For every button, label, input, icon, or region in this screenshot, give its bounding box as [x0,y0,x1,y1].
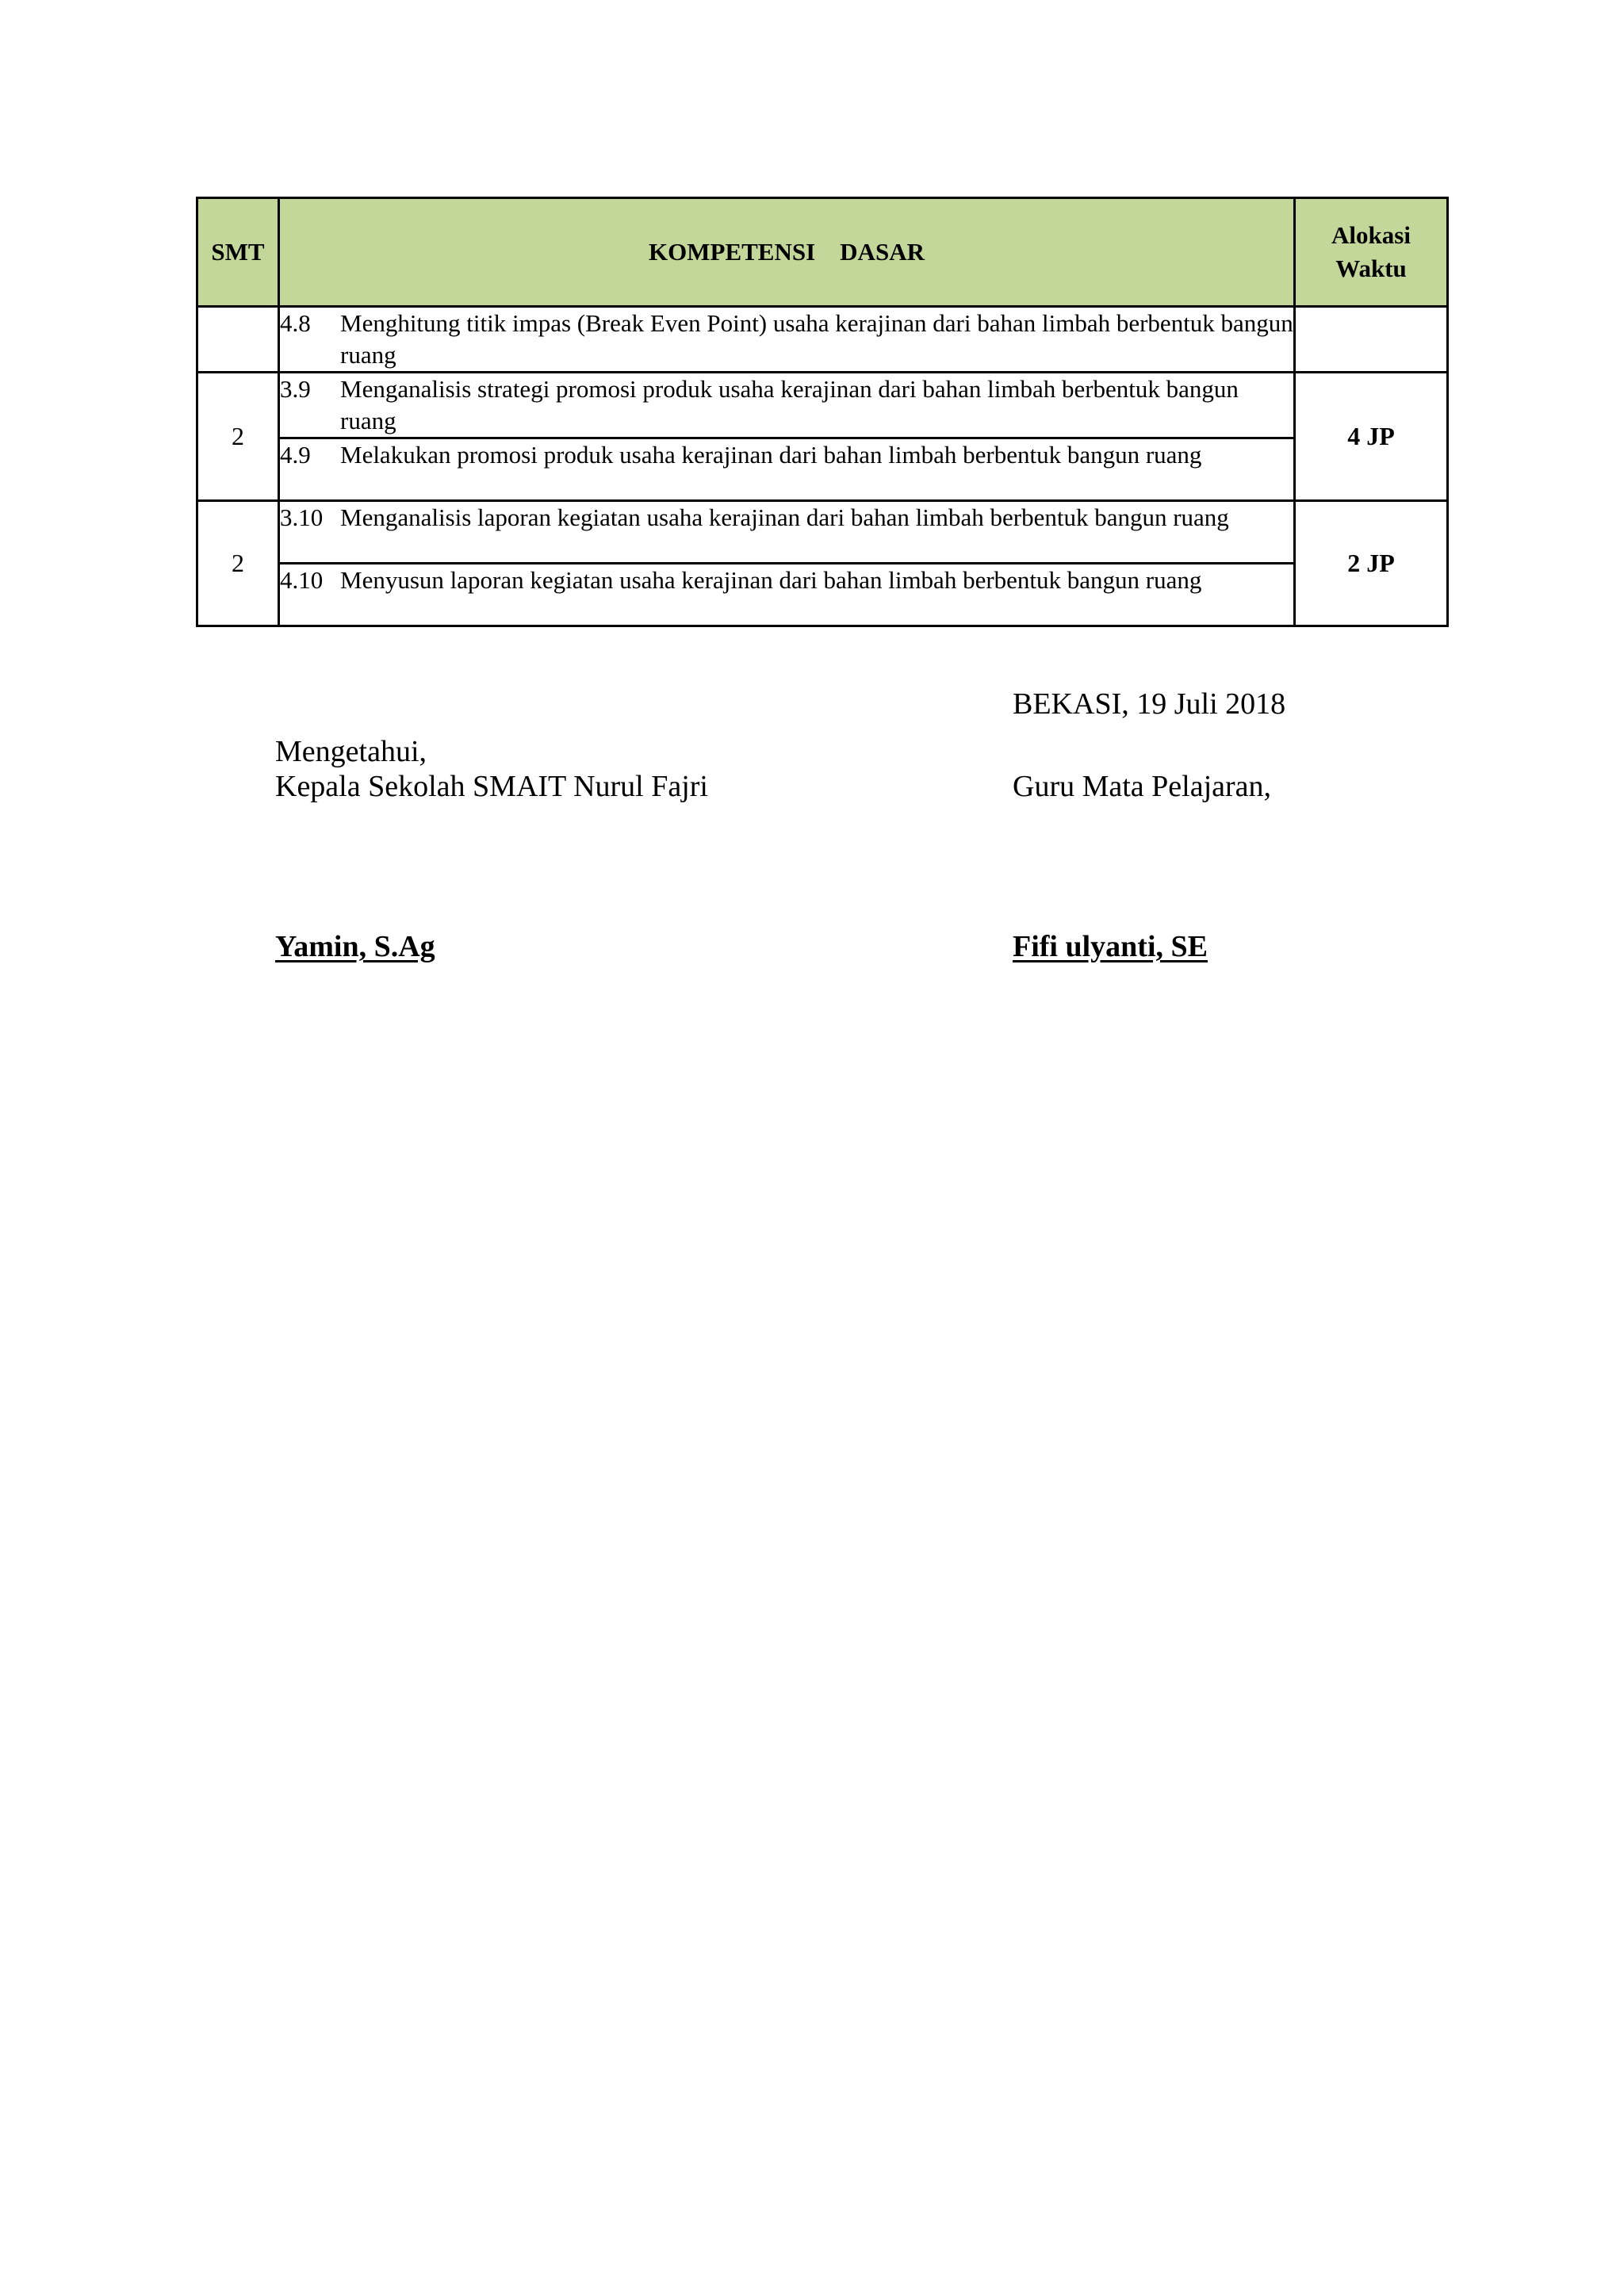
alokasi-cell [1295,307,1448,373]
kd-number: 4.10 [280,566,324,594]
alokasi-cell: 4 JP [1295,373,1448,501]
kd-number: 3.9 [280,375,311,403]
kompetensi-cell [279,438,1295,501]
kd-text: Melakukan promosi produk usaha kerajinan dari bahan limbah berbentuk bangun ruang [340,441,1202,469]
acknowledged-label: Mengetahui, [275,735,427,768]
principal-name: Yamin, S.Ag [275,930,435,963]
kd-item [280,373,1293,437]
kompetensi-cell [279,564,1295,626]
table-row [197,373,1448,438]
kd-item [280,308,1293,371]
kd-text: Menyusun laporan kegiatan usaha kerajinan dari bahan limbah berbentuk bangun ruang [340,566,1202,594]
kd-item [280,502,1293,534]
smt-cell [197,307,279,373]
smt-cell: 2 [197,373,279,501]
place-date: BEKASI, 19 Juli 2018 [1013,687,1286,721]
alokasi-cell: 2 JP [1295,501,1448,626]
table-row [197,501,1448,564]
kd-number: 4.8 [280,309,311,337]
kd-item [280,564,1293,596]
table-row [197,564,1448,626]
kd-item [280,439,1293,471]
table-row [197,438,1448,501]
principal-title: Kepala Sekolah SMAIT Nurul Fajri [275,770,708,803]
teacher-title: Guru Mata Pelajaran, [1013,770,1272,803]
smt-cell: 2 [197,501,279,626]
kd-number: 3.10 [280,503,324,531]
header-kompetensi-dasar: KOMPETENSI DASAR [279,198,1295,307]
teacher-name: Fifi ulyanti, SE [1013,930,1208,963]
kd-number: 4.9 [280,441,311,469]
kompetensi-dasar-table [196,197,1449,627]
table-row [197,307,1448,373]
header-smt: SMT [197,198,279,307]
header-alokasi-waktu: Alokasi Waktu [1295,198,1448,307]
kompetensi-cell [279,501,1295,564]
table-header-row [197,198,1448,307]
kd-text: Menganalisis strategi promosi produk usaha kerajinan dari bahan limbah berbentuk bangun ruang [340,375,1239,434]
kd-text: Menghitung titik impas (Break Even Point) usaha kerajinan dari bahan limbah berbentuk bangun ruang [340,309,1293,369]
kompetensi-cell [279,307,1295,373]
kompetensi-cell [279,373,1295,438]
kd-text: Menganalisis laporan kegiatan usaha kerajinan dari bahan limbah berbentuk bangun ruang [340,503,1229,531]
